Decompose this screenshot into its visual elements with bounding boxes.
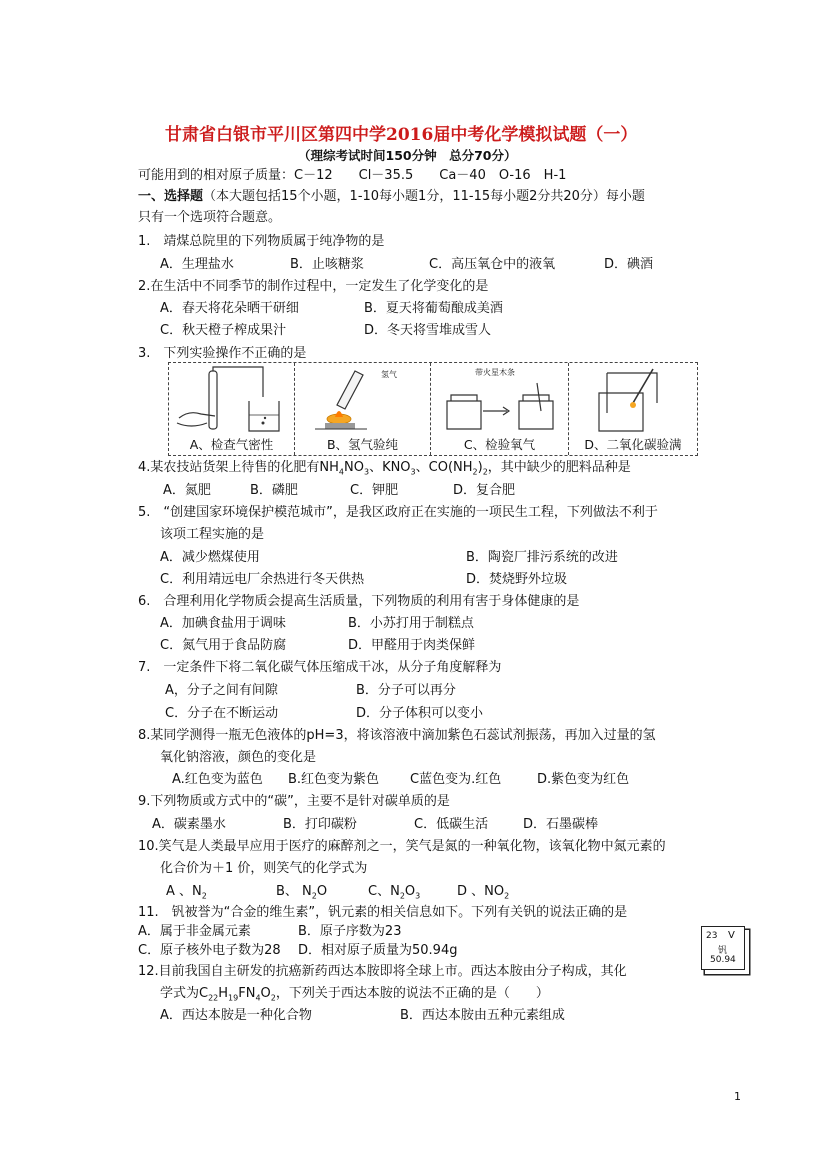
q6-option-a: A．加碘食盐用于调味 [160, 616, 286, 631]
q4-stem [138, 459, 631, 482]
q7-option-d: D．分子体积可以变小 [356, 706, 484, 721]
q10-option-d [457, 883, 509, 906]
section1-title: 一、选择题 [138, 189, 204, 204]
q9-option-c: C．低碳生活 [414, 817, 489, 832]
q12-text-tail: ，下列关于西达本胺的说法不正确的是（ ） [275, 986, 549, 1001]
caption-c: C、检验氧气 [463, 437, 536, 452]
q1-option-a: A．生理盐水 [160, 257, 234, 272]
q5-stem: 5. “创建国家环境保护模范城市”，是我区政府正在实施的一项民生工程，下列做法不利于 [138, 505, 658, 520]
q4-formula-part: 、KNO [369, 460, 411, 475]
q2-option-c: C．秋天橙子榨成果汁 [160, 323, 287, 338]
q9-stem: 9.下列物质或方式中的“碳”，主要不是针对碳单质的是 [138, 794, 450, 809]
q4-stem-tail: ，其中缺少的肥料品种是 [487, 460, 631, 475]
q10-d-sub: 2 [504, 891, 510, 901]
element-mass: 50.94 [710, 955, 736, 965]
q10-c-text: C、N [368, 884, 400, 899]
q4-option-c: C．钾肥 [350, 483, 399, 498]
q1-option-d: D．碘酒 [604, 257, 654, 272]
q4-sub: 2 [472, 467, 478, 477]
element-name: 钒 [718, 946, 728, 956]
caption-a: A、检查气密性 [189, 437, 274, 452]
q10-d-text: D 、NO [457, 884, 505, 899]
q5-option-a: A．减少燃煤使用 [160, 550, 260, 565]
q10-b-sub: 2 [311, 891, 317, 901]
q10-option-c [368, 883, 420, 906]
q6-option-c: C．氮气用于食品防腐 [160, 638, 287, 653]
q4-sub: 4 [338, 467, 344, 477]
q10-c-sub: 3 [415, 891, 421, 901]
page-number: 1 [734, 1090, 741, 1103]
q10-b-tail: O [316, 884, 328, 899]
caption-d: D、二氧化碳验满 [584, 437, 682, 452]
q12-sub: 22 [208, 993, 219, 1003]
co2-check-drawing [569, 363, 697, 435]
q10-stem-line2: 化合价为＋1 价，则笑气的化学式为 [160, 861, 368, 876]
q5-option-c: C．利用靖远电厂余热进行冬天供热 [160, 572, 365, 587]
q4-option-d: D．复合肥 [453, 483, 516, 498]
q10-c-mid: O [404, 884, 416, 899]
q10-stem: 10.笑气是人类最早应用于医疗的麻醉剂之一，笑气是氮的一种氧化物，该氧化物中氮元素的 [138, 839, 666, 854]
figure-cell-d [569, 363, 697, 455]
q10-option-a [166, 883, 207, 906]
q4-sub: 3 [363, 467, 370, 477]
q12-stem: 12.目前我国自主研发的抗癌新药西达本胺即将全球上市。西达本胺由分子构成，其化 [138, 964, 627, 979]
q11-option-c: C．原子核外电子数为28 [138, 943, 281, 958]
q12-option-b: B．西达本胺由五种元素组成 [400, 1008, 565, 1023]
q8-option-b: B.红色变为紫色 [288, 772, 380, 787]
exam-subtitle: （理综考试时间150分钟 总分70分） [298, 148, 517, 163]
q8-option-a: A.红色变为蓝色 [172, 772, 263, 787]
q8-option-d: D.紫色变为红色 [537, 772, 630, 787]
q5-option-d: D．焚烧野外垃圾 [466, 572, 568, 587]
section1-line2: 只有一个选项符合题意。 [138, 210, 282, 225]
q6-stem: 6. 合理利用化学物质会提高生活质量，下列物质的利用有害于身体健康的是 [138, 594, 580, 609]
note-splint: 带火星木条 [475, 368, 515, 377]
q2-option-a: A．春天将花朵晒干研细 [160, 301, 299, 316]
q7-option-c: C．分子在不断运动 [165, 706, 279, 721]
q5-stem-line2: 该项工程实施的是 [160, 527, 265, 542]
figure-cell-c [431, 363, 569, 455]
q10-a-sub: 2 [201, 891, 207, 901]
q4-option-b: B．磷肥 [250, 483, 298, 498]
q1-option-b: B．止咳糖浆 [290, 257, 364, 272]
q2-stem: 2.在生活中不同季节的制作过程中，一定发生了化学变化的是 [138, 279, 489, 294]
q10-c-sub: 2 [399, 891, 405, 901]
q12-formula-part: O [260, 986, 271, 1001]
element-atomic-number: 23 [706, 931, 718, 941]
q12-option-a: A．西达本胺是一种化合物 [160, 1008, 312, 1023]
q4-formula-part: NO [344, 460, 364, 475]
q4-sub: 3 [410, 467, 416, 477]
q4-sub: 2 [482, 467, 488, 477]
vanadium-element-card [701, 926, 745, 970]
atomic-masses: 可能用到的相对原子质量：C－12 Cl－35.5 Ca－40 O-16 H-1 [138, 168, 567, 183]
hydrogen-test-drawing [295, 363, 431, 435]
q11-stem: 11. 钒被誉为“合金的维生素”，钒元素的相关信息如下。下列有关钒的说法正确的是 [138, 905, 628, 920]
q8-option-c: C蓝色变为.红色 [410, 772, 502, 787]
q3-stem: 3. 下列实验操作不正确的是 [138, 346, 307, 361]
q12-sub: 2 [270, 993, 276, 1003]
q2-option-b: B．夏天将葡萄酿成美酒 [364, 301, 503, 316]
airtightness-apparatus-drawing [169, 363, 295, 435]
q7-option-a: A，分子之间有间隙 [165, 683, 278, 698]
q4-formula-part: 、CO(NH [415, 460, 473, 475]
q11-option-d: D．相对原子质量为50.94g [298, 943, 458, 958]
q9-option-a: A．碳素墨水 [152, 817, 226, 832]
q3-figure [168, 362, 698, 456]
q4-stem-text: 4.某农技站货架上待售的化肥有NH [138, 460, 339, 475]
q9-option-b: B．打印碳粉 [283, 817, 357, 832]
caption-b: B、氢气验纯 [326, 437, 399, 452]
q12-sub: 19 [228, 993, 239, 1003]
q1-stem: 1. 靖煤总院里的下列物质属于纯净物的是 [138, 234, 385, 249]
q8-stem: 8.某同学测得一瓶无色液体的pH=3，将该溶液中滴加紫色石蕊试剂振荡，再加入过量的氢 [138, 728, 656, 743]
exam-title: 甘肃省白银市平川区第四中学2016届中考化学模拟试题（一） [165, 125, 638, 145]
q12-formula-part: H [218, 986, 229, 1001]
q1-option-c: C．高压氧仓中的液氧 [429, 257, 556, 272]
figure-cell-a [169, 363, 295, 455]
q10-a-text: A 、N [166, 884, 202, 899]
section1-desc: （本大题包括15个小题，1-10每小题1分，11-15每小题2分共20分）每小题 [203, 189, 645, 204]
q6-option-b: B．小苏打用于制糕点 [348, 616, 474, 631]
q8-stem-line2: 氧化钠溶液，颜色的变化是 [160, 750, 317, 765]
q7-stem: 7. 一定条件下将二氧化碳气体压缩成干冰，从分子角度解释为 [138, 660, 502, 675]
q10-option-b [276, 883, 327, 906]
figure-cell-b [295, 363, 431, 455]
q10-b-text: B、 N [276, 884, 312, 899]
q12-text: 学式为C [160, 986, 209, 1001]
q11-option-a: A．属于非金属元素 [138, 924, 251, 939]
q6-option-d: D．甲醛用于肉类保鲜 [348, 638, 476, 653]
q11-option-b: B．原子序数为23 [298, 924, 402, 939]
q7-option-b: B．分子可以再分 [356, 683, 456, 698]
q9-option-d: D．石墨碳棒 [523, 817, 599, 832]
note-hydrogen: 氢气 [381, 370, 397, 379]
q4-formula-part: ) [477, 460, 483, 475]
q2-option-d: D．冬天将雪堆成雪人 [364, 323, 492, 338]
q5-option-b: B．陶瓷厂排污系统的改进 [466, 550, 618, 565]
section1-heading [138, 188, 645, 206]
q12-stem-line2 [160, 985, 549, 1008]
element-symbol: V [728, 930, 735, 941]
q12-formula-part: FN [238, 986, 256, 1001]
q4-option-a: A．氮肥 [163, 483, 211, 498]
q12-sub: 4 [255, 993, 261, 1003]
